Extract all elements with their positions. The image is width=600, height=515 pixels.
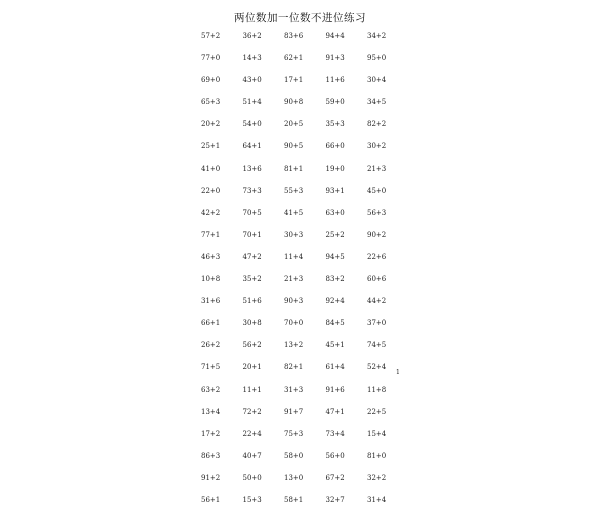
problem-item: 81+1 <box>284 164 304 173</box>
problem-item: 31+4 <box>367 495 387 504</box>
problem-item: 15+4 <box>367 429 387 438</box>
problem-item: 83+2 <box>325 275 345 284</box>
problem-item: 31+3 <box>284 385 304 394</box>
problem-item: 22+4 <box>242 429 262 438</box>
problem-item: 46+3 <box>201 252 221 261</box>
problem-item: 77+1 <box>201 230 221 239</box>
problem-item: 25+1 <box>201 142 221 151</box>
problem-item: 59+0 <box>325 98 345 107</box>
problem-item: 31+6 <box>201 297 221 306</box>
problem-item: 91+2 <box>201 473 221 482</box>
problem-item: 52+4 <box>367 363 387 372</box>
problem-item: 20+1 <box>242 363 262 372</box>
problem-item: 73+3 <box>242 186 262 195</box>
problem-item: 90+2 <box>367 230 387 239</box>
problem-item: 86+3 <box>201 451 221 460</box>
problem-item: 70+0 <box>284 319 304 328</box>
problem-item: 13+6 <box>242 164 262 173</box>
problem-item: 32+7 <box>325 495 345 504</box>
problem-item: 44+2 <box>367 297 387 306</box>
problem-item: 63+2 <box>201 385 221 394</box>
problem-item: 90+3 <box>284 297 304 306</box>
problem-item: 90+5 <box>284 142 304 151</box>
problem-item: 61+4 <box>325 363 345 372</box>
problem-item: 30+2 <box>367 142 387 151</box>
problem-item: 77+0 <box>201 54 221 63</box>
problem-item: 45+0 <box>367 186 387 195</box>
problem-item: 84+5 <box>325 319 345 328</box>
problem-item: 13+2 <box>284 341 304 350</box>
page-title: 两位数加一位数不进位练习 <box>234 12 366 24</box>
problem-item: 71+5 <box>201 363 221 372</box>
problem-item: 58+0 <box>284 451 304 460</box>
problem-item: 22+6 <box>367 252 387 261</box>
problem-item: 67+2 <box>325 473 345 482</box>
problem-item: 35+2 <box>242 275 262 284</box>
problem-item: 34+5 <box>367 98 387 107</box>
problem-item: 32+2 <box>367 473 387 482</box>
problem-item: 91+6 <box>325 385 345 394</box>
problem-item: 11+6 <box>325 76 345 85</box>
problem-item: 91+3 <box>325 54 345 63</box>
problem-item: 21+3 <box>367 164 387 173</box>
problem-item: 62+1 <box>284 54 304 63</box>
problem-item: 14+3 <box>242 54 262 63</box>
problem-item: 17+2 <box>201 429 221 438</box>
problem-item: 26+2 <box>201 341 221 350</box>
problem-item: 56+2 <box>242 341 262 350</box>
problem-item: 66+1 <box>201 319 221 328</box>
problem-item: 47+1 <box>325 407 345 416</box>
problem-item: 15+3 <box>242 495 262 504</box>
problem-item: 37+0 <box>367 319 387 328</box>
problem-item: 70+5 <box>242 208 262 217</box>
problem-item: 36+2 <box>242 32 262 40</box>
problem-item: 20+5 <box>284 120 304 129</box>
problem-item: 22+5 <box>367 407 387 416</box>
problem-item: 75+3 <box>284 429 304 438</box>
problem-item: 70+1 <box>242 230 262 239</box>
problem-item: 21+3 <box>284 275 304 284</box>
problem-item: 63+0 <box>325 208 345 217</box>
problem-item: 60+6 <box>367 275 387 284</box>
problem-item: 50+0 <box>242 473 262 482</box>
problem-item: 94+4 <box>325 32 345 40</box>
problem-item: 93+1 <box>325 186 345 195</box>
problem-item: 35+3 <box>325 120 345 129</box>
problem-item: 11+8 <box>367 385 387 394</box>
problem-item: 20+2 <box>201 120 221 129</box>
problem-item: 57+2 <box>201 32 221 40</box>
problem-item: 82+2 <box>367 120 387 129</box>
problem-item: 82+1 <box>284 363 304 372</box>
problem-item: 51+4 <box>242 98 262 107</box>
problem-item: 58+1 <box>284 495 304 504</box>
problem-item: 41+0 <box>201 164 221 173</box>
problem-item: 41+5 <box>284 208 304 217</box>
problem-item: 73+4 <box>325 429 345 438</box>
problem-item: 25+2 <box>325 230 345 239</box>
problem-item: 13+0 <box>284 473 304 482</box>
problem-item: 30+4 <box>367 76 387 85</box>
problem-item: 69+0 <box>201 76 221 85</box>
problem-item: 30+8 <box>242 319 262 328</box>
problem-item: 43+0 <box>242 76 262 85</box>
problem-item: 47+2 <box>242 252 262 261</box>
problem-item: 11+4 <box>284 252 304 261</box>
problem-item: 22+0 <box>201 186 221 195</box>
problem-item: 65+3 <box>201 98 221 107</box>
problem-item: 30+3 <box>284 230 304 239</box>
problem-item: 17+1 <box>284 76 304 85</box>
problem-grid <box>201 29 409 515</box>
problem-item: 45+1 <box>325 341 345 350</box>
problem-item: 81+0 <box>367 451 387 460</box>
problem-item: 90+8 <box>284 98 304 107</box>
problem-item: 74+5 <box>367 341 387 350</box>
problem-item: 92+4 <box>325 297 345 306</box>
problem-item: 10+8 <box>201 275 221 284</box>
problem-item: 11+1 <box>242 385 262 394</box>
problem-item: 34+2 <box>367 32 387 40</box>
problem-item: 55+3 <box>284 186 304 195</box>
problem-item: 95+0 <box>367 54 387 63</box>
problem-item: 40+7 <box>242 451 262 460</box>
problem-item: 91+7 <box>284 407 304 416</box>
problem-item: 64+1 <box>242 142 262 151</box>
problem-item: 56+1 <box>201 495 221 504</box>
problem-item: 51+6 <box>242 297 262 306</box>
problem-item: 56+0 <box>325 451 345 460</box>
problem-item: 66+0 <box>325 142 345 151</box>
problem-item: 42+2 <box>201 208 221 217</box>
problem-item: 83+6 <box>284 32 304 40</box>
problem-item: 72+2 <box>242 407 262 416</box>
problem-item: 13+4 <box>201 407 221 416</box>
problem-item: 94+5 <box>325 252 345 261</box>
problem-item: 56+3 <box>367 208 387 217</box>
problem-item: 19+0 <box>325 164 345 173</box>
page-number: 1 <box>396 369 400 376</box>
problem-item: 54+0 <box>242 120 262 129</box>
